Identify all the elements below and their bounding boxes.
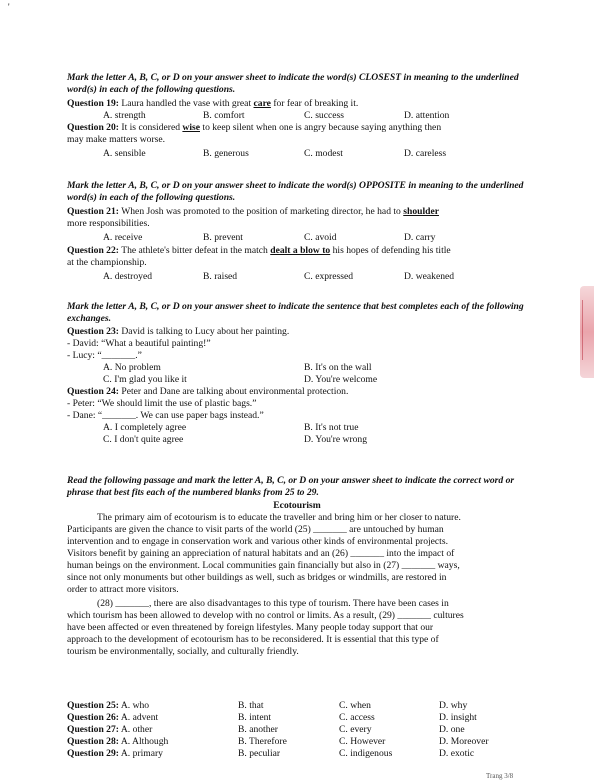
question-23: Question 23: David is talking to Lucy about her painting.: [67, 326, 290, 337]
q22-option-d: D. weakened: [404, 271, 455, 282]
passage-p1-line6: since not only monuments but other buildings as well, such as bridges or windmills, are restored in: [67, 572, 447, 583]
q24-dialogue-1: - Peter: “We should limit the use of plastic bags.”: [67, 398, 257, 409]
q24-option-a: A. I completely agree: [103, 422, 187, 433]
passage-p2-line4: approach to the development of ecotourism has to be reconsidered. It is essential that this type of: [67, 634, 439, 645]
question-21: Question 21: When Josh was promoted to the position of marketing director, he had to shoulder: [67, 206, 439, 217]
q23-option-c: C. I'm glad you like it: [103, 374, 187, 385]
page-number: Trang 3/8: [486, 772, 514, 780]
q23-option-b: B. It's on the wall: [304, 362, 372, 373]
q23-dialogue-2: - Lucy: “_______.”: [67, 350, 142, 361]
q22-option-c: C. expressed: [304, 271, 354, 282]
passage-p1-line4: Visitors benefit by gaining an appreciation of natural habitats and an (26) _______ into the impact of: [67, 548, 455, 559]
section2-instruction: Mark the letter A, B, C, or D on your answer sheet to indicate the word(s) OPPOSITE in meaning to the underlined word(s) in each of the following questions.: [67, 180, 524, 204]
q24-option-b: B. It's not true: [304, 422, 359, 433]
passage-p1-line2: Participants are given the chance to visit parts of the world (25) _______ are untouched by human: [67, 524, 444, 535]
q20-option-c: C. modest: [304, 148, 343, 159]
q21-option-c: C. avoid: [304, 232, 337, 243]
red-stamp-line: [582, 300, 591, 360]
q22-option-a: A. destroyed: [103, 271, 153, 282]
q19-option-c: C. success: [304, 110, 344, 121]
question-22-line2: at the championship.: [67, 257, 147, 268]
exam-page: ' Mark the letter A, B, C, or D on your answer sheet to indicate the word(s) CLOSEST in meaning to the underlined word(s) in each of the following questions. Question 19: Laura handled the vase with great care for fear of breaking it. A. strength B. comfort C. success D. attention Question 20: It is considered wise to keep silent when one is angry because saying anything then may make matters worse. A. sensible B. generous C. modest D. careless Mark the letter A, B, C, or D on your answer sheet to indicate the word(s) OPPOSITE in meaning to the underlined word(s) in each of the following questions. Question 21: When Josh was promoted to the position of marketing director, he had to shoulder more responsibilities. A. receive B. prevent C. avoid D. carry Question 22: The athlete's bitter defeat in the match dealt a blow to his hopes of defending his title at the championship. A. destroyed B. raised C. expressed D. weakened Mark the letter A, B, C, or D on your answer sheet to indicate the sentence that best completes each of the following exchanges. Question 23: David is talking to Lucy about her painting. - David: “What a beautiful painting!” - Lucy: “_______.” A. No problem B. It's on the wall C. I'm glad you like it D. You're welcome Question 24: Peter and Dane are talking about environmental protection. - Peter: “We should limit the use of plastic bags.” - Dane: “_______. We can use paper bags instead.” A. I completely agree B. It's not true C. I don't quite agree D. You're wrong Read the following passage and mark the letter A, B, C, or D on your answer sheet to indicate the correct word or phrase that best fits each of the numbered blanks from 25 to 29. Ecotourism The primary aim of ecotourism is to educate the traveller and bring him or her closer to nature. Participants are given the chance to visit parts of the world (25) _______ are untouched by human intervention and to engage in conservation work and various other kinds of environmental projects. Visitors benefit by gaining an appreciation of natural habitats and an (26) _______ into the impact of human beings on the environment. Local communities gain financially but also in (27) _______ ways, since not only monuments but other buildings as well, such as bridges or windmills, are restored in order to attract more visitors. (28) _______, there are also disadvantages to this type of tourism. There have been cases in which tourism has been allowed to develop with no control or limits. As a result, (29) _______ cultures have been affected or even threatened by foreign lifestyles. Many people today support that our approach to the development of ecotourism has to be reconsidered. It is essential that this type of tourism be environmentally, socially, and culturally friendly. Question 25: A. who B. that C. when D. why Question 26: A. advent B. intent C. access D. insight Question 27: A. other B. another C. every D. one Question 28: A. Although B. Therefore C. However D. Moreover Question 29: A. primary B. peculiar C. indigenous D. exotic Trang 3/8: [0, 0, 594, 780]
q24-option-d: D. You're wrong: [304, 434, 368, 445]
q21-option-d: D. carry: [404, 232, 436, 243]
passage-p1-line5: human beings on the environment. Local communities gain financially but also in (27) _______ ways,: [67, 560, 460, 571]
passage-p1-line3: intervention and to engage in conservation work and various other kinds of environmental projects.: [67, 536, 448, 547]
q24-dialogue-2: - Dane: “_______. We can use paper bags instead.”: [67, 410, 264, 421]
scan-mark: ': [8, 2, 10, 12]
q23-dialogue-1: - David: “What a beautiful painting!”: [67, 338, 211, 349]
question-22: Question 22: The athlete's bitter defeat in the match dealt a blow to his hopes of defending his title: [67, 245, 451, 256]
q24-option-c: C. I don't quite agree: [103, 434, 184, 445]
q22-option-b: B. raised: [203, 271, 238, 282]
passage-p1-line7: order to attract more visitors.: [67, 584, 179, 595]
q20-option-a: A. sensible: [103, 148, 146, 159]
q23-option-a: A. No problem: [103, 362, 161, 373]
passage-title: Ecotourism: [273, 500, 321, 511]
question-19: Question 19: Laura handled the vase with great care for fear of breaking it.: [67, 98, 359, 109]
section1-instruction: Mark the letter A, B, C, or D on your answer sheet to indicate the word(s) CLOSEST in meaning to the underlined word(s) in each of the following questions.: [67, 72, 519, 96]
q20-option-d: D. careless: [404, 148, 447, 159]
question-20: Question 20: It is considered wise to keep silent when one is angry because saying anything then: [67, 122, 442, 133]
question-24: Question 24: Peter and Dane are talking about environmental protection.: [67, 386, 349, 397]
section4-instruction: Read the following passage and mark the letter A, B, C, or D on your answer sheet to indicate the correct word or phrase that best fits each of the numbered blanks from 25 to 29.: [67, 475, 515, 499]
q23-option-d: D. You're welcome: [304, 374, 378, 385]
q20-option-b: B. generous: [203, 148, 249, 159]
section3-instruction: Mark the letter A, B, C, or D on your answer sheet to indicate the sentence that best completes each of the following exchanges.: [67, 301, 524, 325]
passage-p2-line3: have been affected or even threatened by foreign lifestyles. Many people today support that our: [67, 622, 434, 633]
passage-p1-line1: The primary aim of ecotourism is to educate the traveller and bring him or her closer to nature.: [97, 512, 461, 523]
passage-p2-line5: tourism be environmentally, socially, and culturally friendly.: [67, 646, 299, 657]
q19-option-a: A. strength: [103, 110, 146, 121]
passage-p2-line1: (28) _______, there are also disadvantages to this type of tourism. There have been cases in: [97, 598, 449, 609]
q21-option-a: A. receive: [103, 232, 143, 243]
q19-option-d: D. attention: [404, 110, 450, 121]
question-21-line2: more responsibilities.: [67, 218, 150, 229]
passage-p2-line2: which tourism has been allowed to develop with no control or limits. As a result, (29) _______ cultures: [67, 610, 464, 621]
question-20-line2: may make matters worse.: [67, 134, 166, 145]
q21-option-b: B. prevent: [203, 232, 243, 243]
q19-option-b: B. comfort: [203, 110, 245, 121]
